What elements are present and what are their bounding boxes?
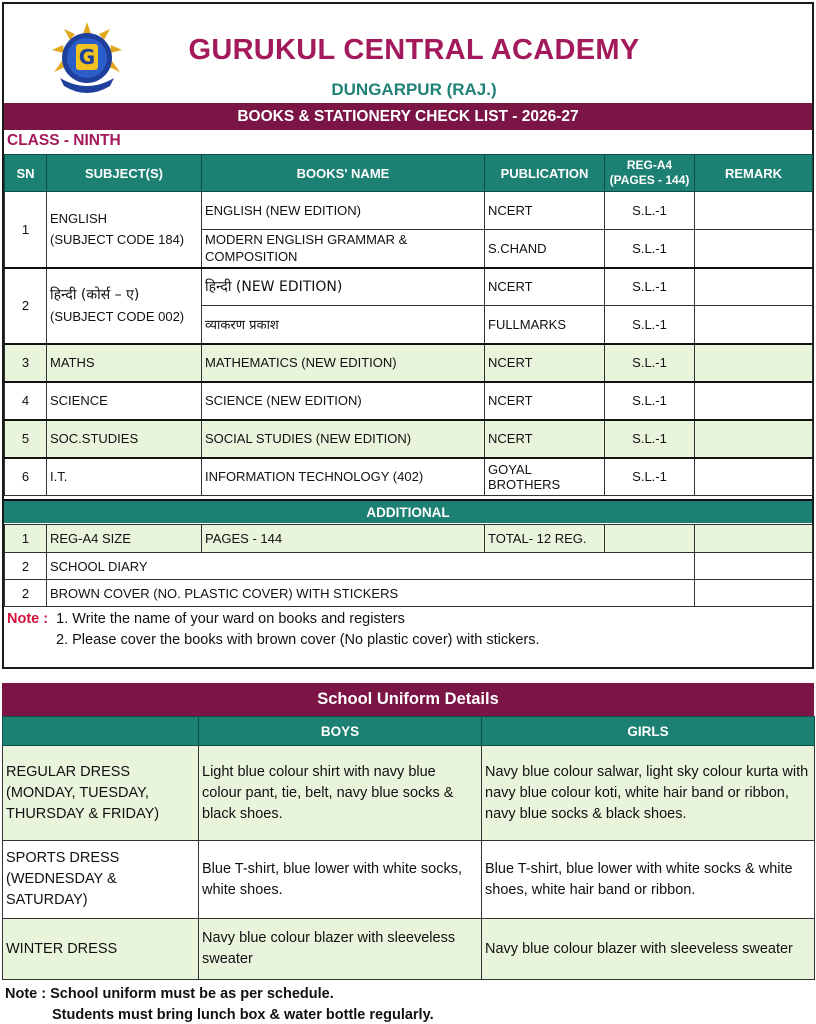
col-dress-type — [3, 717, 199, 746]
reg-value: S.L.-1 — [605, 458, 695, 496]
boys-dress: Navy blue colour blazer with sleeveless sweater — [199, 919, 482, 980]
books-table — [4, 154, 813, 496]
item-detail: PAGES - 144 — [202, 525, 485, 553]
table-row — [5, 553, 813, 580]
books-note — [7, 609, 540, 651]
subject-name: MATHS — [47, 344, 202, 382]
col-boys: BOYS — [199, 717, 482, 746]
uniform-table — [2, 716, 815, 980]
row-sn: 2 — [5, 553, 47, 580]
table-row — [5, 268, 813, 306]
col-reg — [605, 155, 695, 192]
subject-name: SCIENCE — [47, 382, 202, 420]
remark-cell — [695, 268, 813, 306]
book-name: INFORMATION TECHNOLOGY (402) — [202, 458, 485, 496]
publication: NCERT — [485, 420, 605, 458]
note-line-2: 2. Please cover the books with brown cover (No plastic cover) with stickers. — [56, 632, 540, 648]
publication: NCERT — [485, 268, 605, 306]
table-row — [5, 192, 813, 230]
remark-cell — [695, 230, 813, 268]
class-label: CLASS - NINTH — [7, 132, 121, 149]
item-name: REG-A4 SIZE — [47, 525, 202, 553]
row-sn: 1 — [5, 192, 47, 268]
col-sn: SN — [5, 155, 47, 192]
reg-value: S.L.-1 — [605, 268, 695, 306]
book-name: हिन्दी (NEW EDITION) — [202, 268, 485, 306]
publication: NCERT — [485, 192, 605, 230]
girls-dress: Navy blue colour blazer with sleeveless sweater — [482, 919, 815, 980]
row-sn: 5 — [5, 420, 47, 458]
subject-code: (SUBJECT CODE 002) — [50, 309, 185, 324]
remark-cell — [695, 192, 813, 230]
row-sn: 4 — [5, 382, 47, 420]
dress-type-cell — [3, 746, 199, 841]
subject-cell — [47, 268, 202, 344]
empty-cell — [605, 525, 695, 553]
reg-value: S.L.-1 — [605, 192, 695, 230]
dress-type: SPORTS DRESS — [6, 850, 120, 866]
dress-type: WINTER DRESS — [3, 919, 199, 980]
col-publication: PUBLICATION — [485, 155, 605, 192]
additional-table — [4, 524, 813, 607]
note-label: Note : — [7, 611, 49, 627]
book-name: SOCIAL STUDIES (NEW EDITION) — [202, 420, 485, 458]
table-row — [3, 746, 815, 841]
girls-dress: Blue T-shirt, blue lower with white socks & white shoes, white hair band or ribbon. — [482, 841, 815, 919]
school-location: DUNGARPUR (RAJ.) — [331, 80, 497, 99]
dress-days: (WEDNESDAY & SATURDAY) — [6, 871, 117, 908]
row-sn: 3 — [5, 344, 47, 382]
item-total: TOTAL- 12 REG. — [485, 525, 605, 553]
publication: GOYAL BROTHERS — [485, 458, 605, 496]
item-name: BROWN COVER (NO. PLASTIC COVER) WITH STICKERS — [47, 580, 695, 607]
note-line-1: 1. Write the name of your ward on books and registers — [56, 611, 405, 627]
book-name: MODERN ENGLISH GRAMMAR & COMPOSITION — [202, 230, 485, 268]
dress-type-cell — [3, 841, 199, 919]
subject-cell — [47, 192, 202, 268]
school-name: GURUKUL CENTRAL ACADEMY — [188, 34, 640, 66]
publication: NCERT — [485, 344, 605, 382]
uniform-note — [5, 984, 434, 1024]
school-logo-icon — [48, 20, 126, 100]
checklist-sheet — [2, 2, 814, 669]
reg-value: S.L.-1 — [605, 420, 695, 458]
subject-name: I.T. — [47, 458, 202, 496]
dress-type: REGULAR DRESS — [6, 763, 131, 780]
remark-cell — [695, 553, 813, 580]
checklist-banner: BOOKS & STATIONERY CHECK LIST - 2026-27 — [4, 103, 812, 130]
dress-days-2: THURSDAY & FRIDAY) — [6, 805, 160, 822]
remark-cell — [695, 458, 813, 496]
reg-value: S.L.-1 — [605, 230, 695, 268]
boys-dress: Blue T-shirt, blue lower with white socks, white shoes. — [199, 841, 482, 919]
uniform-note-line-1: Note : School uniform must be as per schedule. — [5, 986, 334, 1002]
table-row — [5, 344, 813, 382]
publication: NCERT — [485, 382, 605, 420]
subject-code: (SUBJECT CODE 184) — [50, 232, 185, 248]
col-remark: REMARK — [695, 155, 813, 192]
svg-text:G: G — [78, 45, 96, 69]
subject-name: ENGLISH — [50, 211, 108, 227]
col-reg-pages: (PAGES - 144) — [609, 173, 690, 187]
book-name: ENGLISH (NEW EDITION) — [202, 192, 485, 230]
table-row — [3, 841, 815, 919]
book-name: MATHEMATICS (NEW EDITION) — [202, 344, 485, 382]
table-row — [3, 919, 815, 980]
boys-dress: Light blue colour shirt with navy blue colour pant, tie, belt, navy blue socks & black shoes. — [199, 746, 482, 841]
item-name: SCHOOL DIARY — [47, 553, 695, 580]
publication: S.CHAND — [485, 230, 605, 268]
remark-cell — [695, 306, 813, 344]
table-row — [5, 458, 813, 496]
dress-days: (MONDAY, TUESDAY, — [6, 784, 149, 801]
col-subject: SUBJECT(S) — [47, 155, 202, 192]
row-sn: 6 — [5, 458, 47, 496]
col-girls: GIRLS — [482, 717, 815, 746]
reg-value: S.L.-1 — [605, 306, 695, 344]
subject-name: हिन्दी (कोर्स – ए) — [50, 287, 140, 303]
remark-cell — [695, 344, 813, 382]
table-row — [5, 420, 813, 458]
subject-name: SOC.STUDIES — [47, 420, 202, 458]
remark-cell — [695, 382, 813, 420]
uniform-note-line-2: Students must bring lunch box & water bottle regularly. — [52, 1007, 434, 1023]
table-row — [5, 525, 813, 553]
additional-heading: ADDITIONAL — [4, 499, 812, 523]
book-name: SCIENCE (NEW EDITION) — [202, 382, 485, 420]
col-books-name: BOOKS' NAME — [202, 155, 485, 192]
remark-cell — [695, 580, 813, 607]
uniform-heading: School Uniform Details — [2, 683, 814, 716]
table-row — [5, 580, 813, 607]
remark-cell — [695, 525, 813, 553]
reg-value: S.L.-1 — [605, 382, 695, 420]
book-name: व्याकरण प्रकाश — [202, 306, 485, 344]
reg-value: S.L.-1 — [605, 344, 695, 382]
publication: FULLMARKS — [485, 306, 605, 344]
remark-cell — [695, 420, 813, 458]
table-row — [5, 382, 813, 420]
row-sn: 1 — [5, 525, 47, 553]
row-sn: 2 — [5, 268, 47, 344]
girls-dress: Navy blue colour salwar, light sky colour kurta with navy blue colour koti, white hair band or ribbon, navy blue socks & black shoes. — [482, 746, 815, 841]
col-reg-label: REG-A4 — [626, 158, 673, 172]
row-sn: 2 — [5, 580, 47, 607]
